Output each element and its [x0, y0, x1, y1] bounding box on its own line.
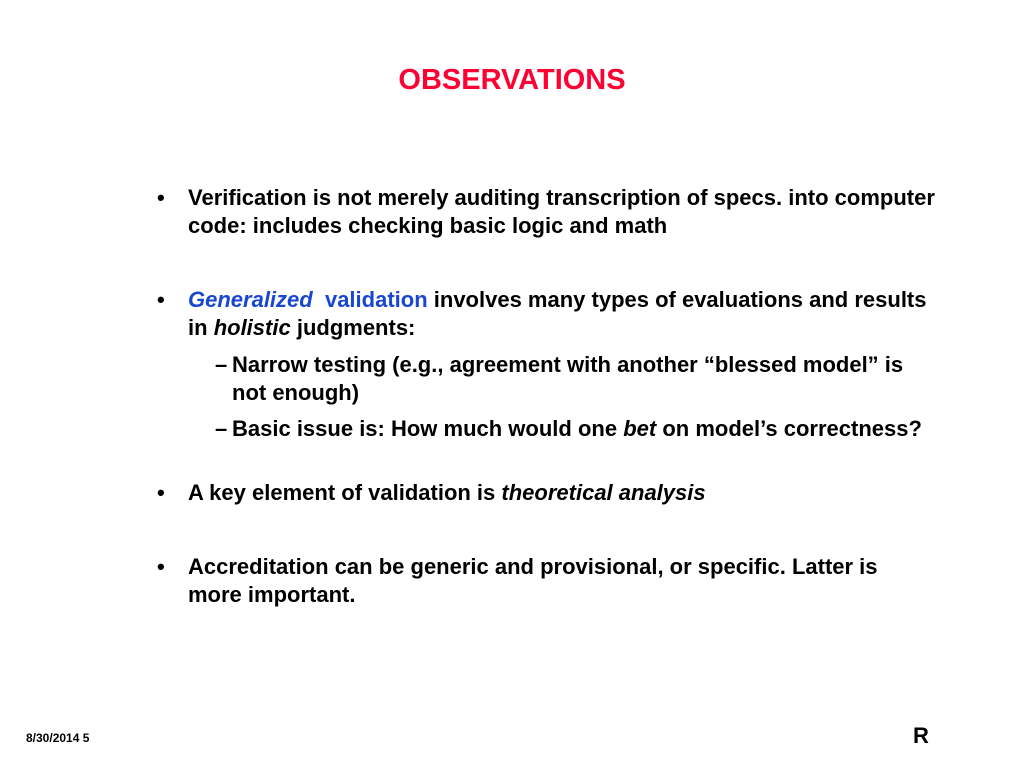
bullet-text-part: A key element of validation is [188, 480, 496, 505]
sub-text-part: Basic issue is: How much would one [232, 416, 618, 441]
generalized-term: Generalized [188, 287, 313, 312]
footer-mark: R [913, 723, 929, 748]
bullet-key-element [157, 479, 937, 507]
bullet-verification [157, 184, 937, 240]
bullet-text-part: involves many types of evaluations and results in [188, 287, 927, 340]
bullet-text: Verification is not merely auditing transcription of specs. into computer code: includes checking basic logic and math [188, 185, 935, 238]
bullet-text-part: judgments: [296, 315, 416, 340]
holistic-term: holistic [213, 315, 291, 340]
bullet-text [188, 286, 937, 342]
bullet-marker: • [157, 185, 165, 210]
bullet-marker: • [157, 554, 165, 579]
validation-term: validation [324, 287, 428, 312]
sub-bullet-text: Narrow testing (e.g., agreement with another “blessed model” is not enough) [232, 352, 904, 405]
dash-marker: – [215, 352, 228, 377]
bullet-generalized-validation [157, 286, 937, 342]
bullet-accreditation [157, 553, 937, 609]
bullet-text: Accreditation can be generic and provisional, or specific. Latter is more important. [188, 554, 878, 607]
sub-text-part: on model’s correctness? [662, 416, 922, 441]
sub-bullet-narrow-testing [215, 351, 935, 407]
bullet-marker: • [157, 480, 165, 505]
sub-bullet-basic-issue [215, 415, 935, 443]
theoretical-analysis-term: theoretical analysis [501, 480, 706, 505]
footer-date-page: 8/30/2014 5 [26, 731, 90, 745]
slide-title: OBSERVATIONS [398, 64, 626, 96]
dash-marker: – [215, 416, 228, 441]
sub-bullet-text [232, 415, 935, 443]
bullet-text [188, 479, 937, 507]
bullet-marker: • [157, 287, 165, 312]
bet-term: bet [623, 416, 657, 441]
